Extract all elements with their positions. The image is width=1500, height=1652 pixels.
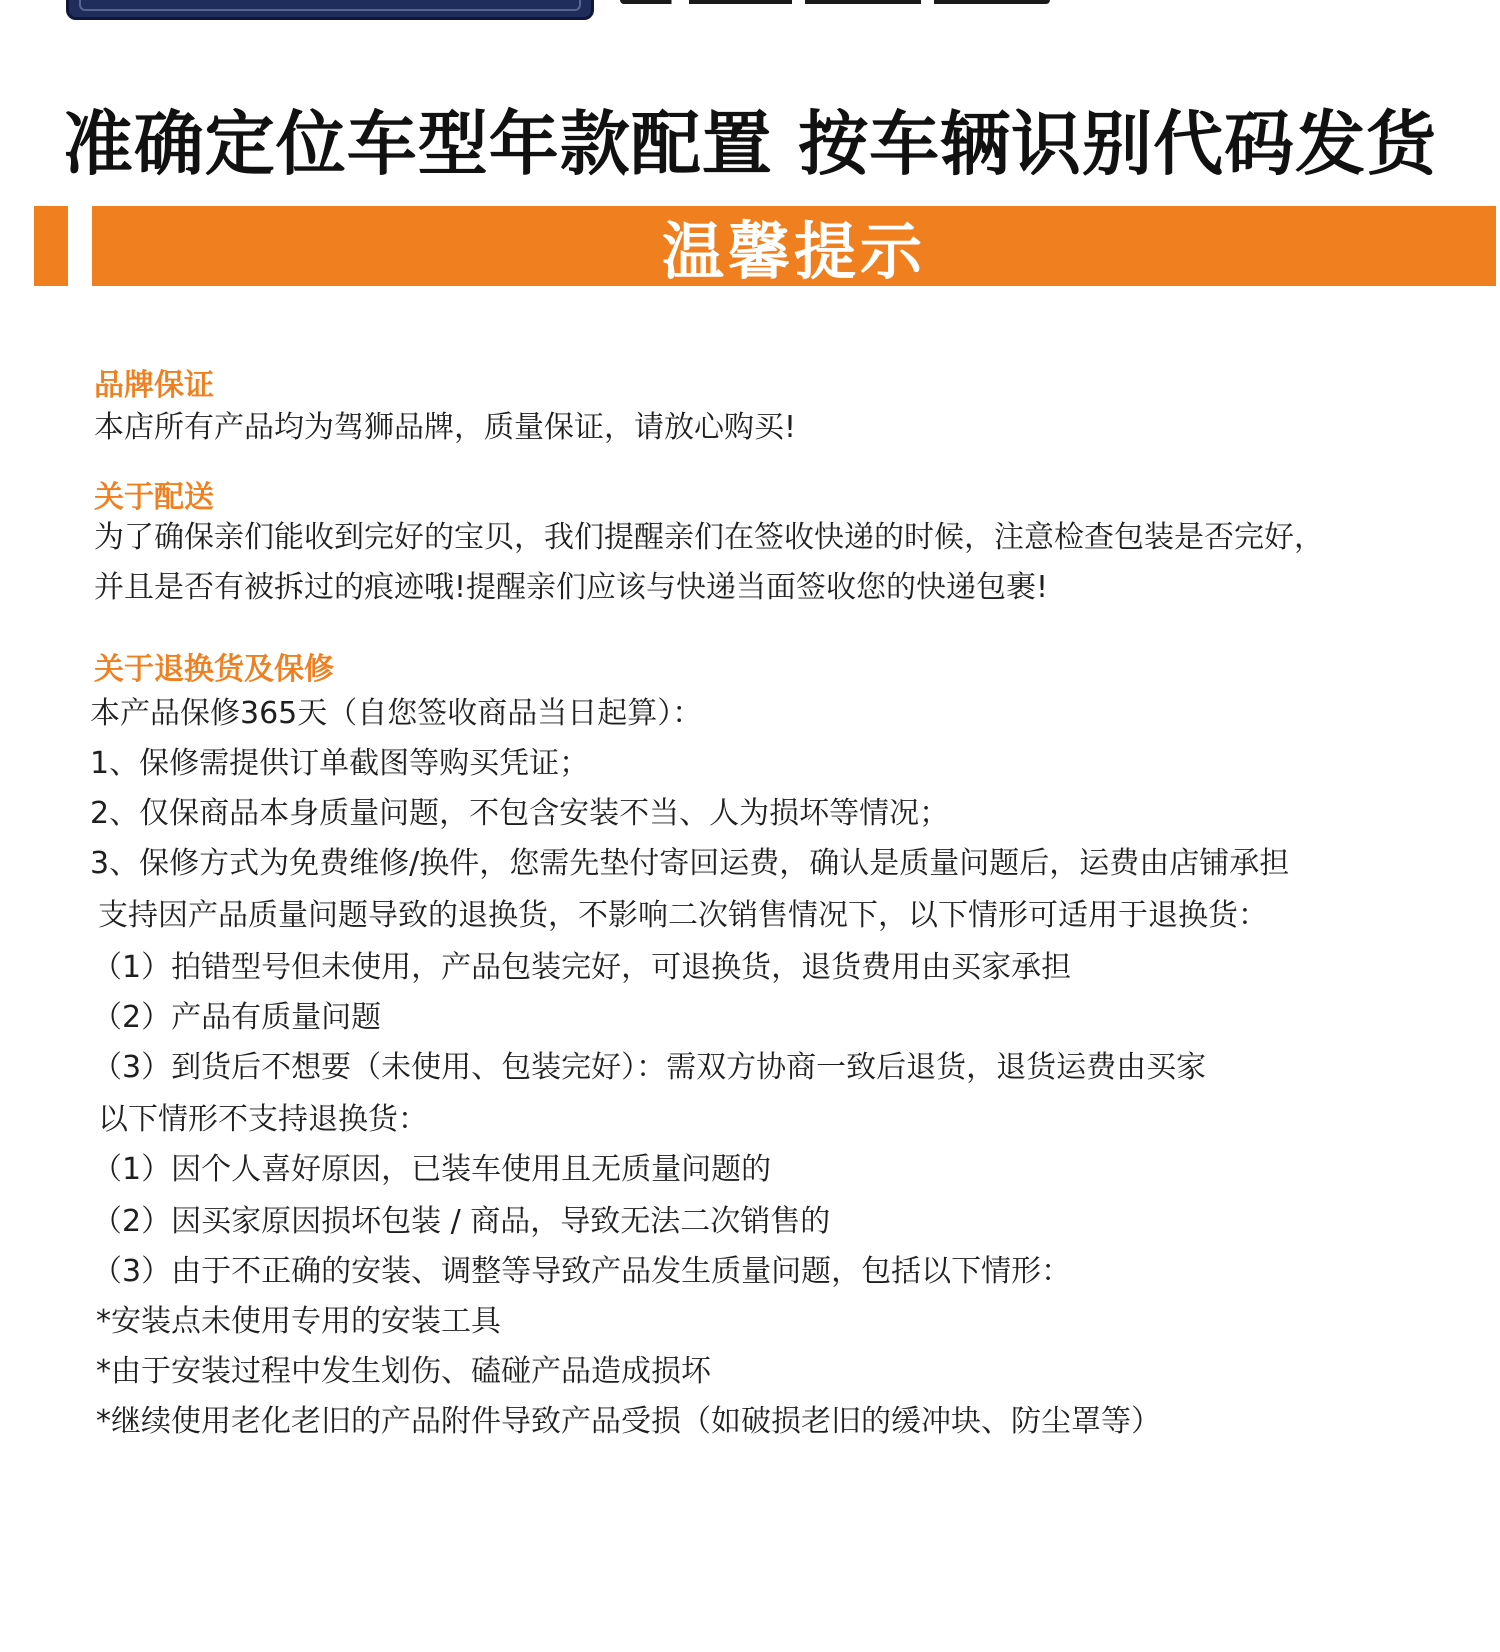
tip-accent-block bbox=[34, 206, 68, 286]
shipping-heading: 关于配送 bbox=[94, 480, 214, 515]
returns-line: *安装点未使用专用的安装工具 bbox=[96, 1304, 501, 1339]
returns-line: （2）因买家原因损坏包装 / 商品，导致无法二次销售的 bbox=[92, 1204, 831, 1239]
returns-line: 3、保修方式为免费维修/换件，您需先垫付寄回运费，确认是质量问题后，运费由店铺承担 bbox=[90, 846, 1290, 881]
brand-heading: 品牌保证 bbox=[94, 368, 214, 403]
page-headline: 准确定位车型年款配置 按车辆识别代码发货 bbox=[62, 103, 1438, 185]
returns-line: 2、仅保商品本身质量问题，不包含安装不当、人为损坏等情况； bbox=[90, 796, 950, 831]
top-cropped-text bbox=[620, 0, 1050, 4]
returns-line: （2）产品有质量问题 bbox=[92, 1000, 382, 1035]
returns-line: （3）到货后不想要（未使用、包装完好）：需双方协商一致后退货，退货运费由买家 bbox=[92, 1050, 1207, 1085]
returns-line: 1、保修需提供订单截图等购买凭证； bbox=[90, 746, 590, 781]
returns-line: （1）因个人喜好原因，已装车使用且无质量问题的 bbox=[92, 1152, 772, 1187]
brand-text: 本店所有产品均为驾狮品牌，质量保证，请放心购买! bbox=[94, 410, 797, 445]
shipping-line: 并且是否有被拆过的痕迹哦!提醒亲们应该与快递当面签收您的快递包裹! bbox=[94, 570, 1049, 605]
returns-line: 支持因产品质量问题导致的退换货，不影响二次销售情况下，以下情形可适用于退换货： bbox=[98, 898, 1268, 933]
returns-heading: 关于退换货及保修 bbox=[94, 652, 334, 687]
tip-banner bbox=[92, 206, 1496, 286]
top-product-image bbox=[66, 0, 594, 20]
returns-line: *继续使用老化老旧的产品附件导致产品受损（如破损老旧的缓冲块、防尘罩等） bbox=[96, 1404, 1161, 1439]
returns-line: *由于安装过程中发生划伤、磕碰产品造成损坏 bbox=[96, 1354, 711, 1389]
returns-line: 以下情形不支持退换货： bbox=[98, 1102, 428, 1137]
tip-title: 温馨提示 bbox=[661, 214, 926, 288]
shipping-line: 为了确保亲们能收到完好的宝贝，我们提醒亲们在签收快递的时候，注意检查包装是否完好， bbox=[94, 520, 1324, 555]
returns-line: （1）拍错型号但未使用，产品包装完好，可退换货，退货费用由买家承担 bbox=[92, 950, 1072, 985]
returns-line: （3）由于不正确的安装、调整等导致产品发生质量问题，包括以下情形： bbox=[92, 1254, 1072, 1289]
returns-line: 本产品保修365天（自您签收商品当日起算）： bbox=[90, 696, 703, 731]
